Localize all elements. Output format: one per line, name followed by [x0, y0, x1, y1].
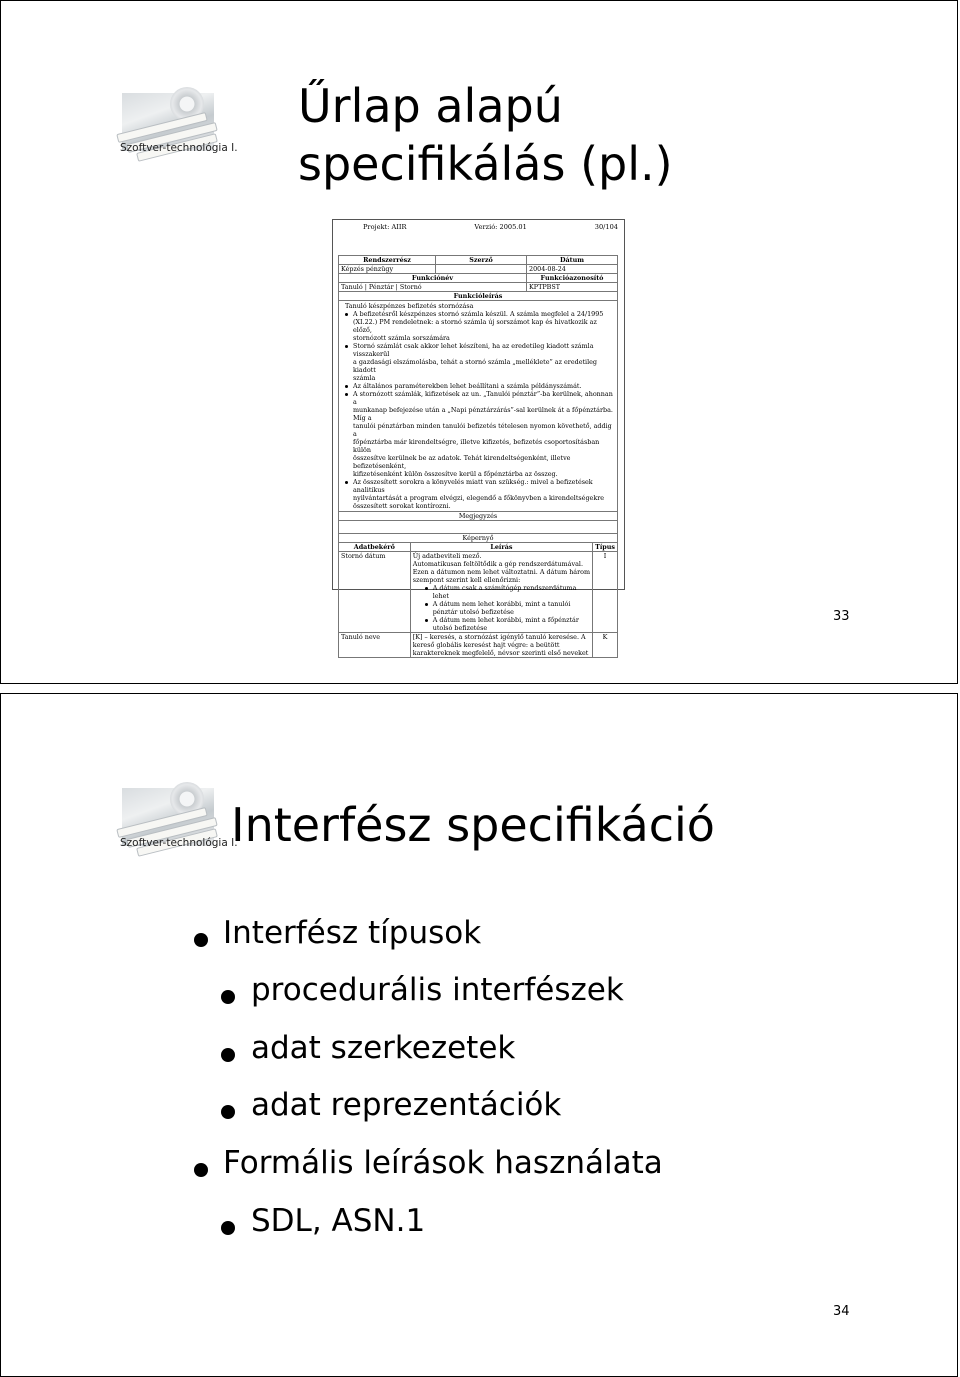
form-page-label: 30/104 [594, 223, 618, 231]
row2-line: karaktereknek megfelelő, névsor szerinti első neveket [412, 649, 589, 657]
description-line: kifizetésenként külön összesítve kerül a főpénztárba az összeg. [353, 470, 558, 478]
row1-type: I [593, 552, 618, 633]
description-line: számla [353, 374, 376, 382]
screen-header: Képernyő [339, 534, 618, 543]
row1-line: szempont szerint kell ellenőrizni: [412, 576, 521, 584]
row1-subline: pénztár utolsó befizetése [432, 608, 514, 616]
slide-33 [0, 0, 958, 684]
col-description: Leírás [410, 543, 592, 552]
notes-body [339, 521, 618, 534]
description-line: munkanap befejezése után a „Napi pénztárzárás”-sal kerülnek át a főpénztárba. Míg a [353, 406, 613, 422]
description-item: A befizetésről készpénzes stornó számla készül. A számla megfelel a 24/1995 [353, 310, 615, 318]
bullet-level2: adat szerkezetek [251, 1030, 516, 1066]
bullet-level2: SDL, ASN.1 [251, 1203, 426, 1239]
bullet-level2: procedurális interfészek [251, 972, 624, 1008]
bullet-dot [221, 1048, 235, 1062]
description-line: nyilvántartását a program elvégzi, elegendő a főkönyvben a kirendeltségekre [353, 494, 605, 502]
description-list [341, 310, 615, 510]
slide-title [298, 77, 673, 193]
row1-line: Új adatbeviteli mező. [412, 552, 482, 560]
description-line: főpénztárba már kirendeltségre, illetve kifizetés, befizetés csoportosításban külön [353, 438, 600, 454]
row2-type: K [593, 633, 618, 658]
slide-34 [0, 693, 958, 1377]
col-date: Dátum [527, 256, 618, 265]
col-type: Típus [593, 543, 618, 552]
bullet-dot [221, 990, 235, 1004]
course-label: Szoftver-technológia I. [120, 142, 238, 154]
col-data-entry: Adatbekérő [339, 543, 411, 552]
bullet-dot [221, 1221, 235, 1235]
description-line: a gazdasági elszámolásba, tehát a stornó számla „melléklete” az eredetileg kiadott [353, 358, 598, 374]
row1-subitem: A dátum csak a számítógép rendszerdátuma [433, 584, 590, 592]
description-item: Az összesített sorokra a könyvelés miatt van szükség.: mivel a befizetések analitikus [353, 478, 615, 494]
specification-form [332, 219, 625, 657]
description-intro: Tanuló készpénzes befizetés stornózása [345, 302, 474, 310]
course-label: Szoftver-technológia I. [120, 837, 238, 849]
subsystem-value: Képzés pénzügy [339, 265, 436, 274]
row1-subitem: A dátum nem lehet korábbi, mint a tanulói [433, 600, 590, 608]
author-value [436, 265, 527, 274]
bullet-level1: Formális leírások használata [223, 1145, 663, 1181]
description-line: (XI.22.) PM rendeletnek: a stornó számla új sorszámot kap és hivatkozik az előző, [353, 318, 597, 334]
form-meta-table [338, 255, 618, 301]
function-description [338, 301, 618, 511]
row2-line: kereső globális keresést hajt végre: a beütött [412, 641, 560, 649]
page-number: 33 [833, 609, 850, 624]
description-item: Az általános paraméterekben lehet beállítani a számla példányszámát. [353, 382, 615, 390]
description-header: Funkcióleírás [339, 292, 618, 301]
row1-name: Stornó dátum [339, 552, 411, 633]
row1-line: Automatikusan feltöltődik a gép rendszerdátumával. [412, 560, 583, 568]
function-id-value: KPTPBST [527, 283, 618, 292]
row1-subitem: A dátum nem lehet korábbi, mint a főpénztár [433, 616, 590, 624]
description-line: összesítve kerülnek be az adatok. Tehát kirendeltségenként, illetve befizetésenként, [353, 454, 571, 470]
row1-subline: utolsó befizetése [432, 624, 488, 632]
notes-header: Megjegyzés [339, 512, 618, 521]
col-function-id: Funkcióazonosító [527, 274, 618, 283]
version-label: Verzió: 2005.01 [474, 223, 527, 231]
description-line: stornózott számla sorszámára [353, 334, 450, 342]
description-item: Stornó számlát csak akkor lehet készíteni, ha az eredetileg kiadott számla visszakerül [353, 342, 615, 358]
bullet-dot [194, 1163, 208, 1177]
function-name-value: Tanuló | Pénztár | Stornó [339, 283, 527, 292]
description-item: A stornózott számlák, kifizetések az un. „Tanulói pénztár”-ba kerülnek, ahonnan a [353, 390, 615, 406]
page-number: 34 [833, 1304, 850, 1319]
project-label: Projekt: AIIR [363, 223, 407, 231]
row2-name: Tanuló neve [339, 633, 411, 658]
col-author: Szerző [436, 256, 527, 265]
row1-sublist [413, 584, 590, 632]
description-line: tanulói pénztárban minden tanulói befizetés tételesen nyomon követhető, addig a [353, 422, 612, 438]
row1-subline: lehet [432, 592, 449, 600]
slide-title-line2: specifikálás (pl.) [298, 137, 673, 191]
col-subsystem: Rendszerrész [339, 256, 436, 265]
slide-title-line1: Űrlap alapú [298, 79, 563, 133]
bullet-level1: Interfész típusok [223, 915, 482, 951]
row1-description [410, 552, 592, 633]
row2-line: [K] – keresés, a stornózást igénylő tanuló keresése. A [412, 633, 586, 641]
slide-title: Interfész specifikáció [231, 798, 715, 852]
row2-description [410, 633, 592, 658]
bullet-dot [221, 1105, 235, 1119]
form-header [333, 220, 624, 231]
bullet-dot [194, 933, 208, 947]
col-function-name: Funkciónév [339, 274, 527, 283]
bullet-level2: adat reprezentációk [251, 1087, 562, 1123]
date-value: 2004-08-24 [527, 265, 618, 274]
form-screen-table [338, 511, 618, 658]
description-line: összesített sorokat kontírozni. [353, 502, 451, 510]
row1-line: Ezen a dátumon nem lehet változtatni. A dátum három [412, 568, 591, 576]
